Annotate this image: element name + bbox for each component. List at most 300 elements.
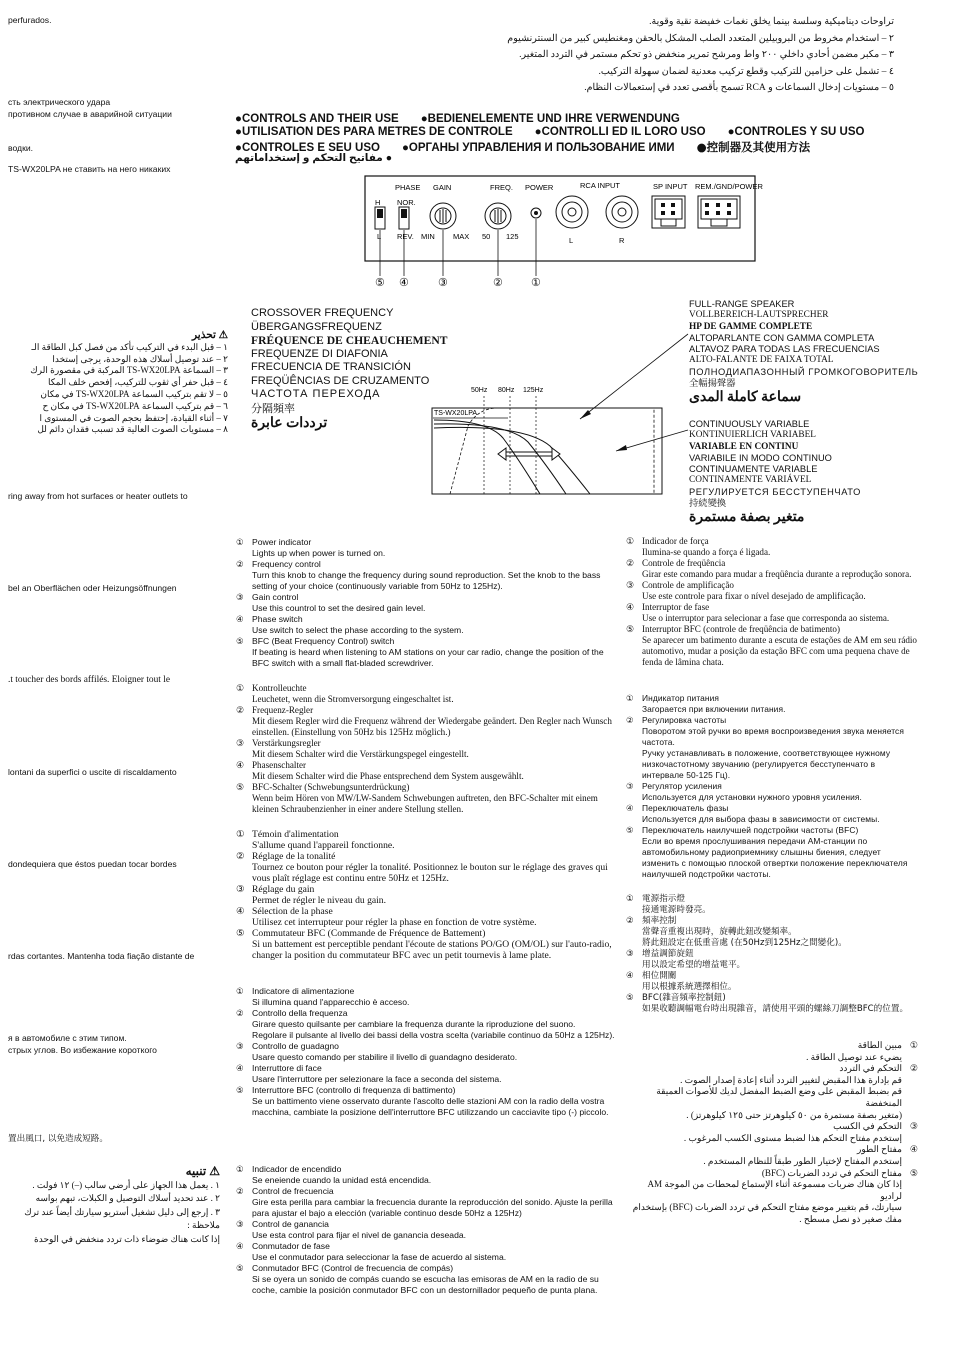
item-number: ⑤ xyxy=(626,993,634,1003)
desc-block-de xyxy=(236,683,615,815)
item-number: ② xyxy=(626,916,634,926)
control-item xyxy=(626,949,918,971)
desc-block-es xyxy=(236,1164,615,1296)
item-description: Se eneiende cuando la unidad está encendida. xyxy=(252,1175,432,1185)
left-fragment: я в автомобиле с этим типом. xyxy=(8,1033,127,1043)
item-number: ② xyxy=(626,715,634,725)
fullrange-label-ru: ПОЛНОДИАПАЗОННЫЙ ГРОМКОГОВОРИТЕЛЬ xyxy=(689,366,919,377)
left-fragment: dondequiera que éstos puedan tocar bordes xyxy=(8,859,177,869)
item-title: Kontrolleuchte xyxy=(252,683,307,693)
item-title: Phasenschalter xyxy=(252,760,307,770)
crossover-label-zh: 分隔頻率 xyxy=(251,401,295,415)
item-title: التحكم في التردد xyxy=(839,1063,902,1074)
item-description: قم بإدارة هذا المقبض لتغيير التردد أثناء إعادة إصدار الصوت . xyxy=(680,1074,902,1085)
item-number: ② xyxy=(909,1063,918,1074)
item-title: Sélection de la phase xyxy=(252,906,333,917)
variable-label-ru: РЕГУЛИРУЕТСЯ БЕССТУПЕНЧАТО xyxy=(689,486,861,497)
item-description: Use este controle para fixar o nível desejado de amplificação. xyxy=(642,591,866,601)
top-arabic-line: تراوحات ديناميكية وسلسة بينما يخلق نغمات خفيضة نقية وقوية. xyxy=(649,16,894,27)
fullrange-label-pt: ALTO-FALANTE DE FAIXA TOTAL xyxy=(689,355,834,366)
item-description: 如果收聽調幅電台時出現雜音，請使用平頭的螺絲刀調整BFC的位置。 xyxy=(642,1004,909,1014)
crossover-labels xyxy=(251,307,447,432)
top-arabic-line: ٢ – استخدام مخروط من البروبيلين المتعدد الصلب المشكل بالحقن ومغنطيس كبير من السنترنشيوم xyxy=(507,32,894,44)
control-item xyxy=(626,1121,918,1144)
item-number: ④ xyxy=(909,1144,918,1155)
item-description: Tournez ce bouton pour régler la tonalité. Positionnez le bouton sur le réglage des graves qui vous plaît réglage est continu entre 50Hz et 125Hz. xyxy=(252,862,608,884)
item-description: Use esta control para fijar el nivel de ganancia deseada. xyxy=(252,1230,467,1240)
left-fragment: 置出風口, 以免造成短路。 xyxy=(8,1134,108,1144)
control-item xyxy=(626,781,918,803)
warning-line: ٢ – عند توصيل أسلاك هذه الوحدة، يرجى إستخدا xyxy=(52,353,228,364)
warning-line: ٣ – السماعة TS-WX20LPA المركبة في مقصورة الرك xyxy=(30,365,228,376)
desc-block-en xyxy=(236,537,615,669)
panel-label-125: 125 xyxy=(506,232,519,241)
callout-2: ② xyxy=(493,277,503,289)
item-number: ① xyxy=(626,894,634,904)
control-item xyxy=(626,602,918,624)
item-description: 接通電源時發亮。 xyxy=(642,905,711,915)
item-description: Wenn beim Hören von MW/LW-Sandem Schwebungen auftreten, den BFC-Schalter mit einem kleinen Schraubenzienher in einer andere Stellung stellen. xyxy=(252,793,598,814)
crossover-label-it: FREQUENZE DI DIAFONIA xyxy=(251,347,388,360)
item-description: Leuchetet, wenn die Stromversorgung eingeschaltet ist. xyxy=(252,694,454,704)
control-item xyxy=(236,829,615,851)
lowpass-curve-50 xyxy=(434,420,540,494)
fullrange-labels xyxy=(689,299,918,407)
item-description: Use o interruptor para selecionar a fase que corresponda ao sistema. xyxy=(642,613,890,623)
item-description: إستخدم المفتاح لإختيار الطور طبقاً للنظام المستخدم . xyxy=(703,1155,902,1166)
item-description: 用以設定希望的增益電平。 xyxy=(642,960,746,970)
warning-title: تحذير xyxy=(192,330,216,341)
rca-jack-right xyxy=(606,196,638,228)
caution-line: إذا كانت هناك ضوضاء ذات تردد منخفض في الوحدة xyxy=(34,1233,220,1244)
warning-line: ٤ – قبل حفر أي ثقوب للتركيب، إفحص خلف المكا xyxy=(47,377,228,388)
callout-3: ③ xyxy=(438,277,448,289)
item-number: ⑤ xyxy=(909,1167,918,1178)
item-description: Поворотом этой ручки во время воспроизведения звука меняется частота. xyxy=(642,726,904,747)
left-fragment: bel an Oberflächen oder Heizungsöffnungen xyxy=(8,583,177,593)
control-item xyxy=(236,851,615,884)
caution-icon: ⚠ xyxy=(209,1165,220,1178)
item-number: ⑤ xyxy=(626,825,634,835)
item-description: Mit diesem Schalter wird die Verstärkungspegel eingestellt. xyxy=(252,749,469,759)
item-number: ③ xyxy=(236,738,245,748)
panel-label-min: MIN xyxy=(421,232,435,241)
desc-block-ru xyxy=(626,693,918,880)
control-item xyxy=(626,715,918,781)
warning-block xyxy=(8,330,228,436)
desc-block-fr xyxy=(236,829,615,961)
item-description: 將此鈕設定在低重音處 (在50Hz到125Hz之間變化)。 xyxy=(642,938,847,948)
item-title: Controle de freqüência xyxy=(642,558,726,568)
item-description: إستخدم مفتاح التحكم هذا لضبط مستوى الكسب المرغوب . xyxy=(683,1132,902,1143)
top-arabic-line: ٣ – مكبر مضمن أحادي داخلي ٢٠٠ واط ومرشح تمرير منخفض ذو تحكم مستمر في التردد المتغير. xyxy=(519,49,894,60)
heading-zh: ●控制器及其使用方法 xyxy=(696,140,811,154)
item-description: Turn this knob to change the frequency during sound reproduction. Set the knob to the bass setting of your choice (continuously variable from 50Hz to 125Hz). xyxy=(252,570,601,591)
crossover-label-de: ÜBERGANGSFREQUENZ xyxy=(251,320,382,333)
item-title: Переключатель фазы xyxy=(642,803,729,813)
caution-line: ١ . يعمل هذا الجهاز على أرضي سالب (–) ١٢ فولت . xyxy=(32,1179,220,1190)
item-title: 頻率控制 xyxy=(642,916,677,926)
item-number: ③ xyxy=(626,949,634,959)
item-number: ③ xyxy=(626,580,635,590)
item-number: ② xyxy=(236,851,245,862)
item-description: Regolare il pulsante al livello dei bassi della vostra scelta (variabile continuo da 50Hz a 125Hz). xyxy=(252,1030,615,1040)
variable-labels xyxy=(689,419,861,527)
item-number: ④ xyxy=(236,614,244,624)
graph-tick-50hz: 50Hz xyxy=(471,387,488,394)
control-item xyxy=(626,580,918,602)
left-fragment: стрых углов. Во избежание короткого xyxy=(8,1045,157,1055)
control-item xyxy=(626,624,918,668)
item-description: Ручку устанавливать в положение, соответствующее нужному низкочастотному звучанию (регулируется бесступенчато в интервале 50-125 Гц). xyxy=(642,748,891,780)
control-item xyxy=(236,592,615,614)
desc-block-pt xyxy=(626,536,918,668)
item-number: ④ xyxy=(626,602,635,612)
item-number: ① xyxy=(236,986,244,996)
left-fragment: .t toucher des bords affilés. Eloigner tout le xyxy=(8,675,171,685)
control-item xyxy=(626,1040,918,1063)
item-number: ⑤ xyxy=(236,928,245,939)
item-number: ③ xyxy=(626,781,634,791)
control-item xyxy=(626,1063,918,1121)
panel-label-rev: REV. xyxy=(397,232,414,241)
bfc-switch-knob xyxy=(377,209,383,218)
fullrange-label-zh: 全幅揚聲器 xyxy=(689,378,736,390)
item-number: ⑤ xyxy=(236,782,245,792)
control-item xyxy=(236,906,615,928)
item-number: ① xyxy=(626,536,635,546)
item-title: 相位開關 xyxy=(642,971,677,981)
variable-label-it: VARIABILE IN MODO CONTINUO xyxy=(689,452,832,463)
left-fragment: ring away from hot surfaces or heater outlets to xyxy=(8,491,188,501)
control-item xyxy=(626,1144,918,1167)
heading-fr: ●UTILISATION DES PARA METRES DE CONTROLE xyxy=(235,126,513,138)
item-description: Если во время прослушивания передачи АМ-станции по автомобильному радиоприемнику слышны биения, следует изменить с помощью плоской отвертки положение переключателя наилучшей подстройки частоты. xyxy=(642,836,908,879)
item-description: Permet de régler le niveau du gain. xyxy=(252,895,386,906)
crossover-label-fr: FRÉQUENCE DE CHEAUCHEMENT xyxy=(251,334,448,347)
control-item xyxy=(236,559,615,592)
warning-line: ٧ – أثناء القيادة، إحتفظ بحجم الصوت في المستوى ا xyxy=(39,412,228,423)
item-title: BFC-Schalter (Schwebungsunterdrückung) xyxy=(252,782,410,792)
fullrange-label-de: VOLLBEREICH-LAUTSPRECHER xyxy=(689,310,829,321)
panel-label-rem: REM./GND/POWER xyxy=(695,182,763,191)
item-title: Power indicator xyxy=(252,537,312,547)
control-item xyxy=(626,894,918,916)
control-panel-diagram xyxy=(355,172,765,292)
item-title: مفتاح الطور xyxy=(857,1144,902,1155)
item-title: BFC (Beat Frequency Control) switch xyxy=(252,636,395,646)
panel-label-power: POWER xyxy=(525,183,554,192)
warning-line: ٥ – لا تقم بتركيب السماعة TS-WX20LPA في مكان xyxy=(40,388,228,399)
left-fragment: TS-WX20LPA не ставить на него никаких xyxy=(8,164,171,174)
panel-label-rca-l: L xyxy=(569,236,574,245)
item-title: Indicador de encendido xyxy=(252,1164,342,1174)
control-item xyxy=(626,916,918,949)
item-number: ① xyxy=(626,693,634,703)
desc-block-it xyxy=(236,986,615,1118)
item-number: ② xyxy=(236,1008,244,1018)
heading-ar: ● مفاتيح التحكم و إستخداماتهم xyxy=(235,152,393,164)
control-item xyxy=(236,928,615,961)
left-fragment: сть электрического удара xyxy=(8,97,111,107)
item-title: Interruttore di face xyxy=(252,1063,322,1073)
control-item xyxy=(236,1041,615,1063)
control-item xyxy=(236,683,615,705)
fullrange-label-fr: HP DE GAMME COMPLETE xyxy=(689,321,813,332)
left-fragment: противном случае в аварийной ситуации xyxy=(8,109,172,119)
item-title: Interruptor BFC (controle de freqüência de batimento) xyxy=(642,624,840,634)
item-title: Индикатор питания xyxy=(642,693,720,703)
fullrange-label-it: ALTOPARLANTE CON GAMMA COMPLETA xyxy=(689,332,875,343)
item-title: Controllo della frequenza xyxy=(252,1008,348,1018)
item-title: Gain control xyxy=(252,592,299,602)
item-description: Girar este comando para mudar a freqüência durante a reprodução sonora. xyxy=(642,569,912,579)
item-title: 電源指示燈 xyxy=(642,894,685,904)
heading-de: ●BEDIENELEMENTE UND IHRE VERWENDUNG xyxy=(420,113,680,125)
panel-label-sp: SP INPUT xyxy=(653,182,688,191)
caution-line: ٢ . عند تحديد أسلاك التوصيل و الكبلات، تبهم بواسه xyxy=(35,1193,220,1203)
item-title: Verstärkungsregler xyxy=(252,738,321,748)
item-description: إذا كان هناك ضربات مسموعة أثناء الإستماع لمحطات من الموجة AM لراديو xyxy=(647,1179,902,1201)
variable-label-fr: VARIABLE EN CONTINU xyxy=(689,441,799,452)
item-number: ③ xyxy=(236,1219,244,1229)
item-title: Conmutador de fase xyxy=(252,1241,330,1251)
item-number: ② xyxy=(236,559,244,569)
control-item xyxy=(626,803,918,825)
item-number: ① xyxy=(236,829,245,840)
control-item xyxy=(236,1008,615,1041)
fullrange-label-en: FULL-RANGE SPEAKER xyxy=(689,299,795,309)
item-description: Si se oyera un sonido de compás cuando se escucha las emisoras de AM en la radio de su coche, cambie la posición conmutador BFC con un destornillador pequeño de punta plana. xyxy=(252,1274,599,1295)
variable-label-es: CONTINUAMENTE VARIABLE xyxy=(689,464,818,475)
item-title: Controllo de guadagno xyxy=(252,1041,339,1051)
item-title: مبين الطاقة xyxy=(857,1040,902,1050)
item-description: Se un battimento viene osservato durante l'ascolto delle stazioni AM con la radio della vostra macchina, cambiate la posizione dell'interruttore BFC utilizzando un cacciavite tipo (-) piccolo. xyxy=(252,1096,609,1117)
control-item xyxy=(626,993,918,1015)
panel-label-phase: PHASE xyxy=(395,183,421,192)
item-description: Mit diesem Schalter wird die Phase entsprechend dem System ausgewählt. xyxy=(252,771,524,781)
phase-switch-knob xyxy=(401,209,407,218)
item-number: ② xyxy=(626,558,635,568)
item-title: Conmutador BFC (Control de frecuencia de compás) xyxy=(252,1263,454,1273)
crossover-label-ru: ЧАСТОТА ПЕРЕХОДА xyxy=(251,388,381,400)
variable-label-de: KONTINUIERLICH VARIABEL xyxy=(689,430,816,441)
item-number: ② xyxy=(236,705,245,715)
item-description: S'allume quand l'appareil fonctionne. xyxy=(252,840,395,851)
pointer-lines xyxy=(540,330,700,480)
variable-label-ar: متغير بصفة مستمرة xyxy=(689,510,805,526)
item-number: ③ xyxy=(236,592,244,602)
item-number: ④ xyxy=(236,906,245,917)
item-description: Gire esta perilla para cambiar la frecuencia durante la reproducción del sonido. Ajuste la perilla para ajustar el bajo a elección (variable continuo desde 50Hz a 125Hz) xyxy=(252,1197,613,1218)
item-description: Ilumina-se quando a força é ligada. xyxy=(642,547,771,557)
item-number: ④ xyxy=(626,803,634,813)
item-number: ② xyxy=(236,1186,244,1196)
control-item xyxy=(236,1263,615,1296)
item-description: Usare questo comando per stabilire il livello di guandagno desiderato. xyxy=(252,1052,518,1062)
panel-label-rca: RCA INPUT xyxy=(580,181,621,190)
control-item xyxy=(626,971,918,993)
crossover-label-es: FRECUENCIA DE TRANSICIÓN xyxy=(251,361,411,373)
crossover-label-en: CROSSOVER FREQUENCY xyxy=(251,307,394,319)
item-description: If beating is heard when listening to AM stations on your car radio, change the position of the BFC switch with a small flat-bladed screwdriver. xyxy=(252,647,604,668)
panel-label-l: L xyxy=(377,232,382,241)
item-description: Si un battement est perceptible pendant l'écoute de stations PO/GO (OM/OL) sur l'auto-radio, changer la position du commutateur BFC avec un petit tournevis à lame plate. xyxy=(252,939,612,961)
item-description: يضيء عند توصيل الطاقة . xyxy=(806,1051,902,1062)
control-item xyxy=(236,1241,615,1263)
item-title: Réglage du gain xyxy=(252,884,315,895)
control-item xyxy=(626,693,918,715)
control-item xyxy=(626,536,918,558)
warning-line: ١ – قبل البدء في التركيب تأكد من فصل كبل الطاقة الـ xyxy=(31,341,228,352)
item-number: ⑤ xyxy=(626,624,635,634)
left-fragment: lontani da superfici o uscite di riscaldamento xyxy=(8,767,177,777)
desc-block-ar xyxy=(626,1040,918,1226)
control-item xyxy=(236,1219,615,1241)
item-number: ① xyxy=(909,1040,918,1050)
item-number: ⑤ xyxy=(236,1085,244,1095)
item-description: (متغير بصفة مستمرة من ٥٠ كيلوهرتز حتى ١٢٥ كيلوهرتز) . xyxy=(686,1109,902,1120)
item-description: 當聲音重複出現時，旋轉此鈕改變頻率。 xyxy=(642,927,797,937)
control-item xyxy=(236,614,615,636)
item-title: Interruttore BFC (controllo di frequenza di battimento) xyxy=(252,1085,456,1095)
item-description: Загорается при включении питания. xyxy=(642,704,786,714)
item-title: Témoin d'alimentation xyxy=(252,829,339,840)
item-description: Utilisez cet interrupteur pour régler la phase en fonction de votre système. xyxy=(252,917,537,928)
item-description: Si illumina quand l'apparecchio è acceso. xyxy=(252,997,410,1007)
item-number: ① xyxy=(236,683,245,693)
panel-label-rca-r: R xyxy=(619,236,625,245)
heading-pt: ●CONTROLES E SEU USO xyxy=(235,142,380,154)
item-number: ④ xyxy=(626,971,634,981)
warning-line: ٦ – قم بتركيب السماعة TS-WX20LPA في مكان ح xyxy=(42,400,228,411)
panel-label-50: 50 xyxy=(482,232,491,241)
heading-en: ●CONTROLS AND THEIR USE xyxy=(235,113,399,125)
item-number: ④ xyxy=(236,760,245,770)
item-number: ① xyxy=(236,537,244,547)
item-description: Lights up when power is turned on. xyxy=(252,548,386,558)
warning-icon: ⚠ xyxy=(218,330,228,341)
left-fragment: водки. xyxy=(8,143,34,153)
graph-tick-125hz: 125Hz xyxy=(523,387,544,394)
item-number: ⑤ xyxy=(236,636,244,646)
panel-label-freq: FREQ. xyxy=(490,183,513,192)
control-item xyxy=(236,1186,615,1219)
item-title: مفتاح التحكم في تردد الضربات (BFC) xyxy=(761,1167,902,1178)
item-title: Commutateur BFC (Commande de Fréquence de Battement) xyxy=(252,928,486,939)
control-item xyxy=(236,1063,615,1085)
panel-label-h: H xyxy=(375,198,381,207)
item-number: ④ xyxy=(236,1241,244,1251)
item-number: ① xyxy=(236,1164,244,1174)
item-title: Interruptor de fase xyxy=(642,602,710,612)
rca-jack-left xyxy=(556,196,588,228)
item-description: Use switch to select the phase according to the system. xyxy=(252,625,464,635)
item-title: Controle de amplificação xyxy=(642,580,734,590)
caution-line: ملاحظة : xyxy=(187,1220,220,1230)
item-title: Indicador de força xyxy=(642,536,709,546)
control-item xyxy=(236,884,615,906)
top-arabic-line: ٤ – تشمل على حزامين للتركيب وقطع تركيب معدنية لضمان سهولة التركيب. xyxy=(598,65,894,77)
panel-label-max: MAX xyxy=(453,232,470,241)
item-number: ③ xyxy=(236,1041,244,1051)
item-title: Control de frecuencia xyxy=(252,1186,334,1196)
desc-block-zh xyxy=(626,894,918,1015)
item-title: BFC(雜音頻率控制鈕) xyxy=(642,993,726,1003)
left-fragment: rdas cortantes. Mantenha toda fiação distante de xyxy=(8,951,195,961)
crossover-label-pt: FREQÜÊNCIAS DE CRUZAMENTO xyxy=(251,374,430,387)
item-description: Se aparecer um batimento durante a escuta de estações de AM em seu rádio automotivo, mudar a posição da estação BFC com uma pequena chave de fenda de lâmina chata. xyxy=(642,635,917,667)
item-number: ③ xyxy=(909,1121,918,1132)
variable-label-zh: 持続變換 xyxy=(689,498,727,510)
item-description: Use this countrol to set the desired gain level. xyxy=(252,603,426,613)
control-item xyxy=(236,1085,615,1118)
item-title: التحكم في الكسب xyxy=(833,1121,902,1132)
control-item xyxy=(236,705,615,738)
item-description: Use el conmutador para seleccionar la fase de acuerdo al sistema. xyxy=(252,1252,507,1262)
item-title: Indicatore di alimentazione xyxy=(252,986,355,996)
item-description: Mit diesem Regler wird die Frequenz während der Wiedergabe geändert. Den Regler nach Wunsch einstellen. (Einstellung von 50Hz bis 125Hz möglich.) xyxy=(252,716,612,737)
item-description: Используется для выбора фазы в зависимости от системы. xyxy=(642,814,880,824)
top-arabic-block xyxy=(334,14,894,97)
heading-ru: ●ОРГАНЫ УПРАВЛЕНИЯ И ПОЛЬЗОВАНИЕ ИМИ xyxy=(401,142,675,154)
item-description: سيارتك، قم بتغيير موضع مفتاح التحكم في تردد الضربات (BFC) بإستخدام xyxy=(632,1202,902,1213)
top-arabic-line: ٥ – مستويات إدخال السماعات و RCA تسمح بأقصى تعدد في إستعمالات النظام. xyxy=(584,82,894,93)
item-title: Frequency control xyxy=(252,559,321,569)
item-number: ⑤ xyxy=(236,1263,244,1273)
item-description: قم بضبط المقبض على وضع الضبط المفضل لديك للأصوات العميقة المنخفضة xyxy=(656,1086,902,1108)
item-title: Réglage de la tonalité xyxy=(252,851,336,862)
heading-row xyxy=(235,113,702,125)
warning-line: ٨ – مستويات الصوت العالية قد تسبب فقدان دائم لل xyxy=(37,424,228,435)
variable-label-pt: CONTINAMENTE VARIÁVEL xyxy=(689,475,812,486)
item-title: Регулятор усиления xyxy=(642,781,722,791)
control-item xyxy=(236,760,615,782)
control-item xyxy=(236,537,615,559)
callout-4: ④ xyxy=(399,277,409,289)
control-item xyxy=(626,558,918,580)
item-description: 用以根據系統選擇相位。 xyxy=(642,982,737,992)
item-title: Регулировка частоты xyxy=(642,715,727,725)
heading-it: ●CONTROLLI ED IL LORO USO xyxy=(534,126,706,138)
item-description: مفك صغير ذو نصل مسطح . xyxy=(799,1213,902,1224)
sp-input-connector xyxy=(652,196,685,228)
item-title: Frequenz-Regler xyxy=(252,705,314,715)
callout-5: ⑤ xyxy=(375,277,385,289)
panel-label-nor: NOR. xyxy=(397,198,416,207)
item-number: ④ xyxy=(236,1063,244,1073)
control-item xyxy=(236,738,615,760)
item-description: Используется для установки нужного уровня усиления. xyxy=(642,792,862,802)
heading-es: ●CONTROLES Y SU USO xyxy=(727,126,865,138)
variable-label-en: CONTINUOUSLY VARIABLE xyxy=(689,419,810,429)
control-item xyxy=(626,825,918,880)
fullrange-label-es: ALTAVOZ PARA TODAS LAS FRECUENCIAS xyxy=(689,344,880,355)
callout-1: ① xyxy=(531,277,541,289)
crossover-label-ar: ترددات عابرة xyxy=(251,416,328,431)
item-title: Control de ganancia xyxy=(252,1219,329,1229)
item-title: Phase switch xyxy=(252,614,303,624)
left-fragment: perfurados. xyxy=(8,15,52,25)
item-title: 增益調節旋鈕 xyxy=(642,949,694,959)
item-description: Usare l'interruttore per selezionare la face a seconda del sistema. xyxy=(252,1074,502,1084)
item-title: Переключатель наилучшей подстройки частоты (BFC) xyxy=(642,825,859,835)
control-item xyxy=(236,986,615,1008)
item-number: ③ xyxy=(236,884,245,895)
caution-line: ٣ . إرجع إلى دليل تشغيل أستريو سيارتك أيضاً عند ترك xyxy=(24,1206,220,1217)
control-item xyxy=(236,1164,615,1186)
heading-row xyxy=(235,126,886,138)
